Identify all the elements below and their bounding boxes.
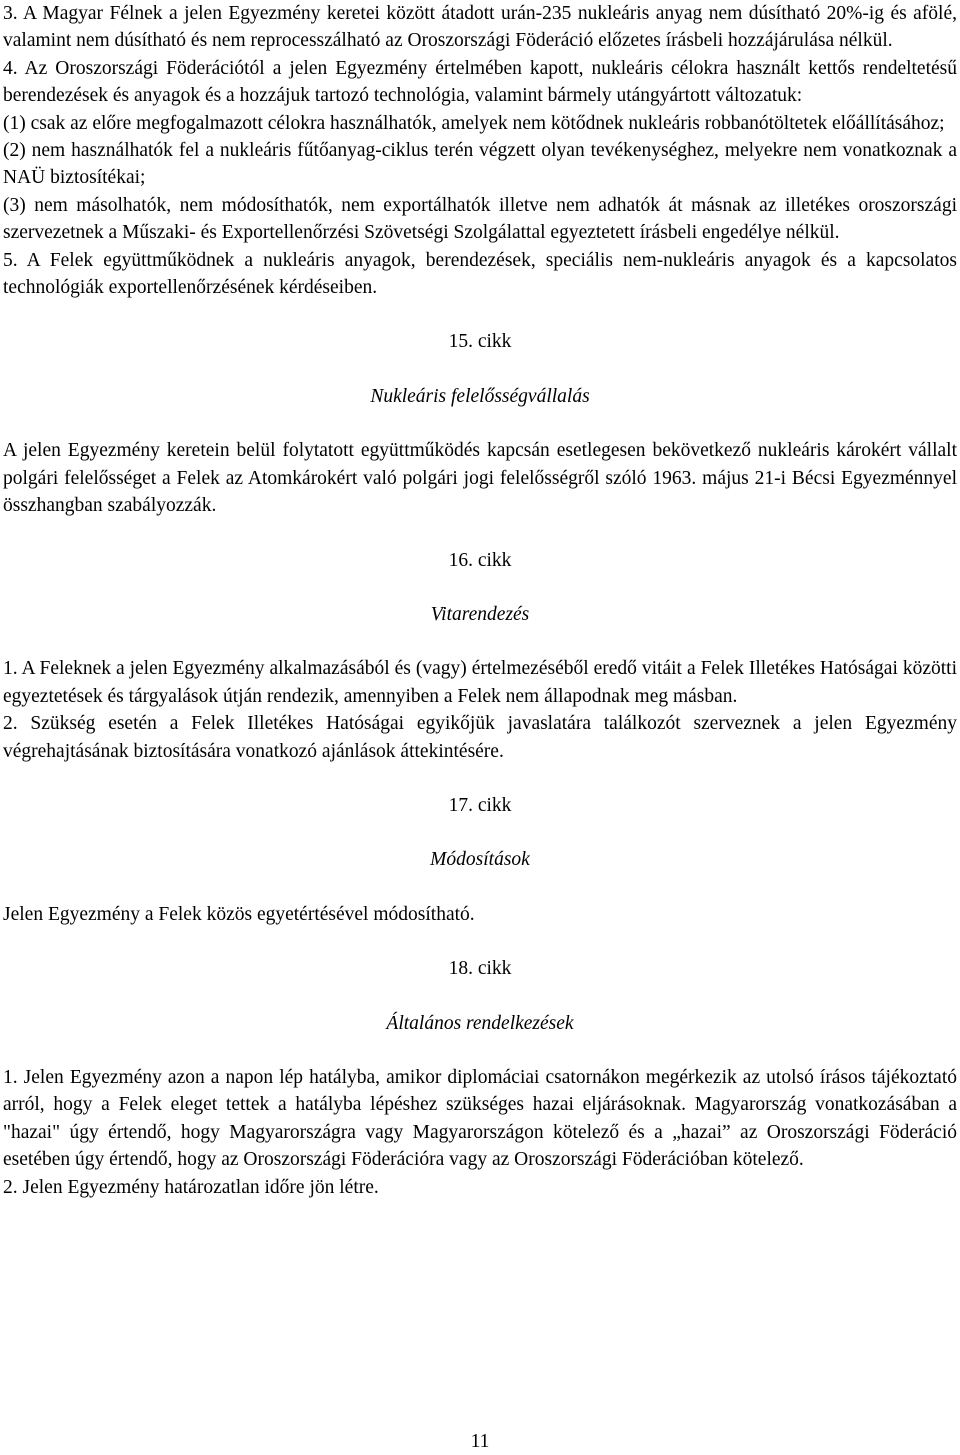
document-page	[3, 0, 957, 1201]
paragraph-point-4-2: (2) nem használhatók fel a nukleáris fűtőanyag-ciklus terén végzett olyan tevékenységhez, melyekre nem vonatkoznak a NAÜ biztosítékai;	[3, 140, 957, 189]
article-number: 16. cikk	[448, 549, 512, 571]
article-title: Nukleáris felelősségvállalás	[370, 385, 590, 407]
paragraph-point-4: 4. Az Oroszországi Föderációtól a jelen Egyezmény értelmében kapott, nukleáris célokra használt kettős rendeltetésű berendezések és anyagok és a hozzájuk tartozó technológia, valamint bármely utángyártott változatuk:	[3, 57, 957, 107]
paragraph-point-4-1: (1) csak az előre megfogalmazott célokra használhatók, amelyek nem kötődnek nukleáris robbanótöltetek előállításához;	[3, 112, 945, 134]
paragraph-point-3: 3. A Magyar Félnek a jelen Egyezmény keretei között átadott urán-235 nukleáris anyag nem dúsítható 20%-ig és afölé, valamint nem dúsítható és nem reprocesszálható az Oroszországi Föderáció előzetes írásbeli hozzájárulása nélkül.	[3, 3, 957, 52]
article-title: Vitarendezés	[430, 603, 530, 625]
article-number: 18. cikk	[448, 958, 512, 980]
paragraph-point-5: 5. A Felek együttműködnek a nukleáris anyagok, berendezések, speciális nem-nukleáris anyagok és a kapcsolatos technológiák exportellenőrzésének kérdéseiben.	[3, 249, 957, 299]
article-paragraph: 1. Jelen Egyezmény azon a napon lép hatályba, amikor diplomáciai csatornákon megérkezik az utolsó írásos tájékoztató arról, hogy a Felek eleget tettek a hatályba lépéshez szükséges hazai eljárásoknak. Magyarország vonatkozásában a "hazai" úgy értendő, hogy Magyarországra vagy Magyarországon kötelező és a „hazai” az Oroszországi Föderáció esetében úgy értendő, hogy az Oroszországi Föderációra vagy az Oroszországi Föderációban kötelező.	[3, 1066, 957, 1171]
page-number: 11	[470, 1431, 490, 1452]
article-paragraph: Jelen Egyezmény a Felek közös egyetértésével módosítható.	[3, 903, 475, 925]
section-prior-article-points	[3, 0, 957, 301]
article-number: 15. cikk	[448, 331, 512, 353]
article-paragraph: A jelen Egyezmény keretein belül folytatott együttműködés kapcsán esetlegesen bekövetkező nukleáris károkért vállalt polgári felelősséget a Felek az Atomkárokért való polgári jogi felelősségről szóló 1963. május 21-i Bécsi Egyezménnyel összhangban szabályozzák.	[3, 440, 957, 517]
article-16	[3, 547, 957, 765]
article-number: 17. cikk	[448, 794, 512, 816]
article-title: Módosítások	[430, 849, 530, 871]
article-18	[3, 955, 957, 1201]
article-paragraph: 2. Jelen Egyezmény határozatlan időre jön létre.	[3, 1176, 379, 1198]
article-title: Általános rendelkezések	[386, 1012, 574, 1034]
article-paragraph: 1. A Feleknek a jelen Egyezmény alkalmazásából és (vagy) értelmezéséből eredő vitáit a Felek Illetékes Hatóságai közötti egyeztetések és tárgyalások útján rendezik, amennyiben a Felek nem állapodnak meg másban.	[3, 658, 957, 707]
article-paragraph: 2. Szükség esetén a Felek Illetékes Hatóságai egyikőjük javaslatára találkozót szerveznek a jelen Egyezmény végrehajtásának biztosítására vonatkozó ajánlások áttekintésére.	[3, 713, 957, 762]
paragraph-point-4-3: (3) nem másolhatók, nem módosíthatók, nem exportálhatók illetve nem adhatók át másnak az illetékes oroszországi szervezetnek a Műszaki- és Exportellenőrzési Szövetségi Szolgálattal egyeztetett írásbeli engedélye nélkül.	[3, 194, 957, 244]
article-15	[3, 328, 957, 519]
article-17	[3, 792, 957, 928]
